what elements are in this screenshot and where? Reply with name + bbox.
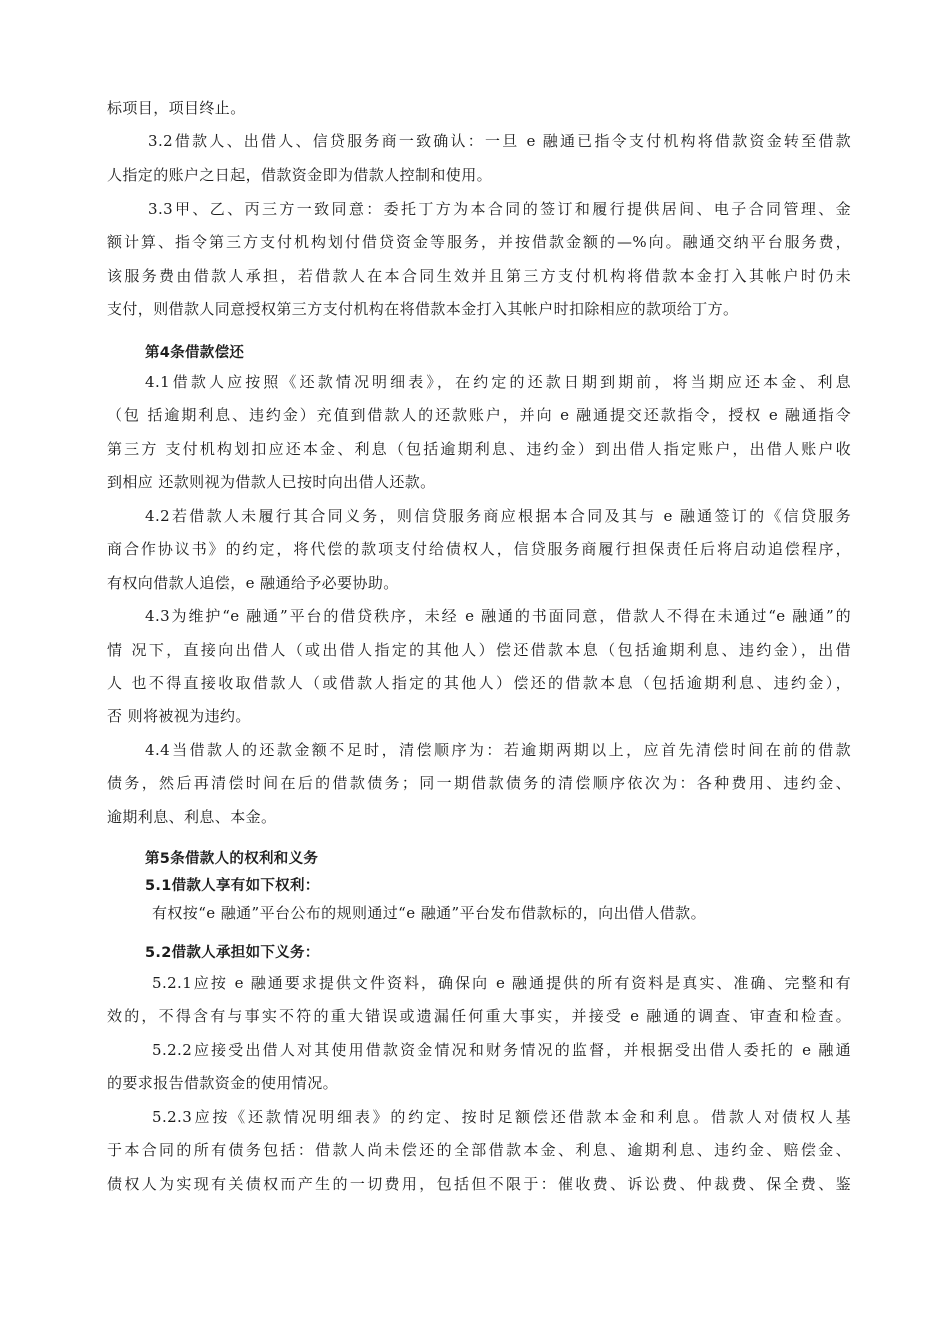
section-heading: 第5条借款人的权利和义务 xyxy=(145,851,319,867)
text-line: 5.2.2应接受出借人对其使用借款资金情况和财务情况的监督，并根据受出借人委托的 e 融通 xyxy=(152,1041,851,1059)
text-line: 于本合同的所有债务包括：借款人尚未偿还的全部借款本金、利息、逾期利息、违约金、赔偿金、 xyxy=(107,1141,851,1159)
text-line: 第三方 支付机构划扣应还本金、利息（包括逾期利息、违约金）到出借人指定账户，出借人账户收 xyxy=(107,440,851,458)
text-line: 4.2若借款人未履行其合同义务，则信贷服务商应根据本合同及其与 e 融通签订的《信贷服务 xyxy=(145,507,851,525)
text-line: 4.1借款人应按照《还款情况明细表》，在约定的还款日期到期前，将当期应还本金、利息 xyxy=(145,373,851,391)
text-line: 该服务费由借款人承担，若借款人在本合同生效并且第三方支付机构将借款本金打入其帐户时仍未 xyxy=(107,267,851,285)
text-line: 5.2.3应按《还款情况明细表》的约定、按时足额偿还借款本金和利息。借款人对债权人基 xyxy=(152,1108,851,1126)
text-line: 有权向借款人追偿，e 融通给予必要协助。 xyxy=(107,574,399,592)
text-line: 商合作协议书》的约定，将代偿的款项支付给债权人，信贷服务商履行担保责任后将启动追偿程序， xyxy=(107,540,851,558)
text-line: 逾期利息、利息、本金。 xyxy=(107,808,277,826)
text-line: 到相应 还款则视为借款人已按时向出借人还款。 xyxy=(107,473,436,491)
text-line: 效的，不得含有与事实不符的重大错误或遗漏任何重大事实，并接受 e 融通的调查、审查和检查。 xyxy=(107,1007,851,1025)
section-heading: 第4条借款偿还 xyxy=(145,345,245,361)
text-line: 额计算、指令第三方支付机构划付借贷资金等服务，并按借款金额的—%向。融通交纳平台服务费， xyxy=(107,233,851,251)
text-line: 否 则将被视为违约。 xyxy=(107,707,251,725)
text-line: 3.3甲、乙、丙三方一致同意：委托丁方为本合同的签订和履行提供居间、电子合同管理、金 xyxy=(148,200,851,218)
text-line: 情 况下，直接向出借人（或出借人指定的其他人）偿还借款本息（包括逾期利息、违约金），出借 xyxy=(107,641,851,659)
section-heading: 5.2借款人承担如下义务： xyxy=(145,945,320,961)
text-line: 人 也不得直接收取借款人（或借款人指定的其他人）偿还的借款本息（包括逾期利息、违约金）， xyxy=(107,674,851,692)
text-line: 有权按“e 融通”平台公布的规则通过“e 融通”平台发布借款标的，向出借人借款。 xyxy=(152,904,706,922)
text-line: 债权人为实现有关债权而产生的一切费用，包括但不限于：催收费、诉讼费、仲裁费、保全费、鉴 xyxy=(107,1175,851,1193)
section-heading: 5.1借款人享有如下权利： xyxy=(145,878,320,894)
text-line: 5.2.1应按 e 融通要求提供文件资料，确保向 e 融通提供的所有资料是真实、准确、完整和有 xyxy=(152,974,851,992)
text-line: 债务，然后再清偿时间在后的借款债务；同一期借款债务的清偿顺序依次为：各种费用、违约金、 xyxy=(107,774,851,792)
text-line: 支付，则借款人同意授权第三方支付机构在将借款本金打入其帐户时扣除相应的款项给丁方。 xyxy=(107,300,739,318)
text-line: （包 括逾期利息、违约金）充值到借款人的还款账户，并向 e 融通提交还款指令，授权 e 融通指令 xyxy=(107,406,851,424)
text-line: 4.3为维护“e 融通”平台的借贷秩序，未经 e 融通的书面同意，借款人不得在未通过“e 融通”的 xyxy=(145,607,851,625)
text-line: 4.4当借款人的还款金额不足时，清偿顺序为：若逾期两期以上，应首先清偿时间在前的借款 xyxy=(145,741,851,759)
text-line: 的要求报告借款资金的使用情况。 xyxy=(107,1074,339,1092)
text-line: 标项目，项目终止。 xyxy=(107,99,246,117)
text-line: 3.2借款人、出借人、信贷服务商一致确认：一旦 e 融通已指令支付机构将借款资金转至借款 xyxy=(148,132,851,150)
text-line: 人指定的账户之日起，借款资金即为借款人控制和使用。 xyxy=(107,166,493,184)
